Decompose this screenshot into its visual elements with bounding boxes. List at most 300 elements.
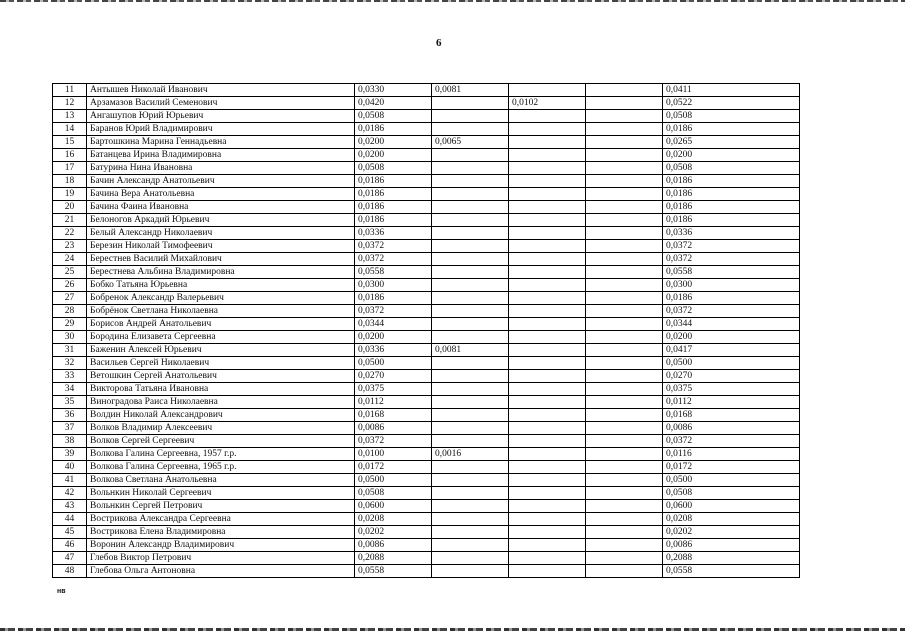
share-value-cell: 0,0172 [355,461,432,474]
table-row [53,422,800,435]
person-name-cell: Воронин Александр Владимирович [87,539,355,552]
additional-share-c-cell [586,123,663,136]
row-number-cell: 47 [53,552,87,565]
total-share-cell: 0,0372 [663,253,800,266]
additional-share-a-cell [432,175,509,188]
person-name-cell: Глебов Виктор Петрович [87,552,355,565]
additional-share-a-cell [432,253,509,266]
total-share-cell: 0,0202 [663,526,800,539]
share-value-cell: 0,0200 [355,136,432,149]
row-number-cell: 31 [53,344,87,357]
table-row [53,214,800,227]
table-row [53,162,800,175]
share-value-cell: 0,0500 [355,474,432,487]
person-name-cell: Викторова Татьяна Ивановна [87,383,355,396]
person-name-cell: Глебова Ольга Антоновна [87,565,355,578]
total-share-cell: 0,0208 [663,513,800,526]
share-value-cell: 0,0208 [355,513,432,526]
person-name-cell: Белый Александр Николаевич [87,227,355,240]
additional-share-b-cell [509,266,586,279]
table-row [53,97,800,110]
additional-share-b-cell [509,422,586,435]
row-number-cell: 18 [53,175,87,188]
total-share-cell: 0,0186 [663,201,800,214]
share-value-cell: 0,0508 [355,162,432,175]
share-value-cell: 0,0600 [355,500,432,513]
person-name-cell: Бачин Александр Анатольевич [87,175,355,188]
additional-share-a-cell [432,97,509,110]
table-row [53,383,800,396]
additional-share-c-cell [586,305,663,318]
additional-share-c-cell [586,344,663,357]
share-value-cell: 0,0508 [355,110,432,123]
row-number-cell: 22 [53,227,87,240]
person-name-cell: Бачина Фаина Ивановна [87,201,355,214]
total-share-cell: 0,0508 [663,110,800,123]
row-number-cell: 11 [53,84,87,97]
row-number-cell: 13 [53,110,87,123]
scan-bottom-edge [0,628,905,631]
additional-share-a-cell [432,409,509,422]
total-share-cell: 0,0372 [663,435,800,448]
additional-share-b-cell [509,292,586,305]
additional-share-a-cell [432,162,509,175]
additional-share-a-cell [432,123,509,136]
person-name-cell: Бобко Татьяна Юрьевна [87,279,355,292]
person-name-cell: Волкова Светлана Анатольевна [87,474,355,487]
row-number-cell: 32 [53,357,87,370]
additional-share-b-cell [509,214,586,227]
total-share-cell: 0,0558 [663,266,800,279]
additional-share-a-cell [432,552,509,565]
share-value-cell: 0,0168 [355,409,432,422]
share-value-cell: 0,0508 [355,487,432,500]
table-row [53,240,800,253]
table-row [53,305,800,318]
total-share-cell: 0,0508 [663,162,800,175]
additional-share-b-cell [509,201,586,214]
row-number-cell: 36 [53,409,87,422]
additional-share-a-cell [432,266,509,279]
total-share-cell: 0,0265 [663,136,800,149]
share-value-cell: 0,2088 [355,552,432,565]
row-number-cell: 33 [53,370,87,383]
table-row [53,474,800,487]
person-name-cell: Ангашупов Юрий Юрьевич [87,110,355,123]
total-share-cell: 0,0086 [663,422,800,435]
table-row [53,370,800,383]
table-row [53,448,800,461]
additional-share-a-cell: 0,0065 [432,136,509,149]
additional-share-a-cell [432,396,509,409]
table-row [53,487,800,500]
total-share-cell: 0,0558 [663,565,800,578]
additional-share-a-cell: 0,0081 [432,344,509,357]
share-value-cell: 0,0372 [355,305,432,318]
row-number-cell: 14 [53,123,87,136]
additional-share-c-cell [586,448,663,461]
total-share-cell: 0,0417 [663,344,800,357]
additional-share-b-cell [509,136,586,149]
person-name-cell: Арзамазов Василий Семенович [87,97,355,110]
additional-share-c-cell [586,253,663,266]
additional-share-c-cell [586,500,663,513]
share-value-cell: 0,0186 [355,214,432,227]
additional-share-b-cell [509,162,586,175]
total-share-cell: 0,0500 [663,474,800,487]
table-row [53,409,800,422]
table-row [53,110,800,123]
additional-share-b-cell [509,461,586,474]
additional-share-b-cell [509,123,586,136]
total-share-cell: 0,0411 [663,84,800,97]
person-name-cell: Бобренок Александр Валерьевич [87,292,355,305]
footer-mark: нв [57,588,66,595]
additional-share-a-cell [432,331,509,344]
table-row [53,435,800,448]
additional-share-c-cell [586,240,663,253]
additional-share-b-cell [509,396,586,409]
additional-share-b-cell [509,188,586,201]
total-share-cell: 0,2088 [663,552,800,565]
person-name-cell: Батурина Нина Ивановна [87,162,355,175]
person-name-cell: Бартошкина Марина Геннадьевна [87,136,355,149]
additional-share-b-cell [509,383,586,396]
additional-share-a-cell [432,214,509,227]
share-value-cell: 0,0086 [355,539,432,552]
additional-share-c-cell [586,214,663,227]
additional-share-c-cell [586,513,663,526]
additional-share-a-cell [432,461,509,474]
total-share-cell: 0,0372 [663,305,800,318]
total-share-cell: 0,0200 [663,331,800,344]
row-number-cell: 34 [53,383,87,396]
additional-share-c-cell [586,318,663,331]
total-share-cell: 0,0172 [663,461,800,474]
additional-share-c-cell [586,396,663,409]
additional-share-c-cell [586,162,663,175]
additional-share-c-cell [586,136,663,149]
table-row [53,461,800,474]
table-row [53,227,800,240]
share-value-cell: 0,0375 [355,383,432,396]
additional-share-a-cell [432,188,509,201]
total-share-cell: 0,0500 [663,357,800,370]
person-name-cell: Борисов Андрей Анатольевич [87,318,355,331]
table-row [53,500,800,513]
additional-share-b-cell [509,526,586,539]
table-row [53,175,800,188]
additional-share-b-cell [509,500,586,513]
share-value-cell: 0,0330 [355,84,432,97]
additional-share-c-cell [586,422,663,435]
additional-share-b-cell [509,149,586,162]
total-share-cell: 0,0186 [663,188,800,201]
row-number-cell: 38 [53,435,87,448]
row-number-cell: 25 [53,266,87,279]
total-share-cell: 0,0186 [663,175,800,188]
share-value-cell: 0,0100 [355,448,432,461]
row-number-cell: 43 [53,500,87,513]
additional-share-c-cell [586,201,663,214]
additional-share-c-cell [586,227,663,240]
row-number-cell: 23 [53,240,87,253]
share-value-cell: 0,0112 [355,396,432,409]
additional-share-b-cell [509,552,586,565]
additional-share-b-cell [509,240,586,253]
additional-share-c-cell [586,487,663,500]
additional-share-b-cell [509,370,586,383]
row-number-cell: 16 [53,149,87,162]
share-value-cell: 0,0186 [355,188,432,201]
additional-share-a-cell [432,318,509,331]
table-row [53,539,800,552]
row-number-cell: 26 [53,279,87,292]
row-number-cell: 46 [53,539,87,552]
person-name-cell: Вострикова Елена Владимировна [87,526,355,539]
table-row [53,526,800,539]
row-number-cell: 17 [53,162,87,175]
additional-share-c-cell [586,357,663,370]
additional-share-b-cell [509,253,586,266]
additional-share-c-cell [586,409,663,422]
shareholder-table [52,83,800,578]
person-name-cell: Баранов Юрий Владимирович [87,123,355,136]
additional-share-c-cell [586,188,663,201]
additional-share-c-cell [586,383,663,396]
row-number-cell: 12 [53,97,87,110]
scan-top-edge [0,0,905,2]
person-name-cell: Бобрёнок Светлана Николаевна [87,305,355,318]
additional-share-b-cell [509,448,586,461]
table-row [53,84,800,97]
additional-share-a-cell [432,357,509,370]
additional-share-b-cell [509,565,586,578]
row-number-cell: 35 [53,396,87,409]
additional-share-b-cell [509,513,586,526]
total-share-cell: 0,0372 [663,240,800,253]
additional-share-b-cell [509,435,586,448]
additional-share-a-cell [432,279,509,292]
share-value-cell: 0,0372 [355,435,432,448]
row-number-cell: 20 [53,201,87,214]
table-row [53,331,800,344]
person-name-cell: Белоногов Аркадий Юрьевич [87,214,355,227]
additional-share-b-cell [509,227,586,240]
additional-share-c-cell [586,266,663,279]
row-number-cell: 24 [53,253,87,266]
total-share-cell: 0,0200 [663,149,800,162]
total-share-cell: 0,0375 [663,383,800,396]
row-number-cell: 39 [53,448,87,461]
additional-share-c-cell [586,565,663,578]
share-value-cell: 0,0202 [355,526,432,539]
person-name-cell: Бачина Вера Анатольевна [87,188,355,201]
additional-share-c-cell [586,474,663,487]
share-value-cell: 0,0300 [355,279,432,292]
person-name-cell: Вострикова Александра Сергеевна [87,513,355,526]
additional-share-a-cell [432,227,509,240]
table-row [53,188,800,201]
row-number-cell: 21 [53,214,87,227]
table-row [53,253,800,266]
total-share-cell: 0,0186 [663,214,800,227]
additional-share-b-cell [509,357,586,370]
total-share-cell: 0,0116 [663,448,800,461]
share-value-cell: 0,0186 [355,292,432,305]
table-row [53,344,800,357]
additional-share-a-cell [432,370,509,383]
total-share-cell: 0,0086 [663,539,800,552]
additional-share-a-cell [432,110,509,123]
person-name-cell: Баженин Алексей Юрьевич [87,344,355,357]
person-name-cell: Вольнкин Николай Сергеевич [87,487,355,500]
share-value-cell: 0,0336 [355,227,432,240]
table-row [53,149,800,162]
share-value-cell: 0,0186 [355,175,432,188]
additional-share-b-cell [509,305,586,318]
additional-share-c-cell [586,292,663,305]
additional-share-a-cell [432,149,509,162]
additional-share-c-cell [586,526,663,539]
person-name-cell: Васильев Сергей Николаевич [87,357,355,370]
additional-share-a-cell [432,240,509,253]
additional-share-c-cell [586,461,663,474]
additional-share-b-cell [509,539,586,552]
share-value-cell: 0,0558 [355,565,432,578]
row-number-cell: 27 [53,292,87,305]
total-share-cell: 0,0186 [663,123,800,136]
additional-share-c-cell [586,539,663,552]
table-row [53,552,800,565]
total-share-cell: 0,0508 [663,487,800,500]
additional-share-b-cell [509,110,586,123]
row-number-cell: 44 [53,513,87,526]
additional-share-a-cell [432,539,509,552]
row-number-cell: 40 [53,461,87,474]
additional-share-b-cell [509,279,586,292]
person-name-cell: Бородина Елизавета Сергеевна [87,331,355,344]
row-number-cell: 28 [53,305,87,318]
total-share-cell: 0,0168 [663,409,800,422]
table-row [53,136,800,149]
row-number-cell: 29 [53,318,87,331]
total-share-cell: 0,0522 [663,97,800,110]
total-share-cell: 0,0270 [663,370,800,383]
row-number-cell: 15 [53,136,87,149]
row-number-cell: 41 [53,474,87,487]
person-name-cell: Волков Сергей Сергеевич [87,435,355,448]
person-name-cell: Батанцева Ирина Владимировна [87,149,355,162]
additional-share-c-cell [586,370,663,383]
additional-share-b-cell [509,84,586,97]
share-value-cell: 0,0558 [355,266,432,279]
total-share-cell: 0,0186 [663,292,800,305]
table-row [53,123,800,136]
additional-share-a-cell [432,526,509,539]
table-row [53,266,800,279]
row-number-cell: 37 [53,422,87,435]
share-value-cell: 0,0186 [355,123,432,136]
share-value-cell: 0,0344 [355,318,432,331]
additional-share-c-cell [586,110,663,123]
additional-share-a-cell: 0,0016 [432,448,509,461]
table-row [53,357,800,370]
share-value-cell: 0,0270 [355,370,432,383]
additional-share-b-cell [509,344,586,357]
share-value-cell: 0,0372 [355,240,432,253]
additional-share-a-cell [432,513,509,526]
total-share-cell: 0,0300 [663,279,800,292]
additional-share-a-cell [432,292,509,305]
additional-share-c-cell [586,84,663,97]
additional-share-b-cell: 0,0102 [509,97,586,110]
table-row [53,292,800,305]
row-number-cell: 48 [53,565,87,578]
total-share-cell: 0,0600 [663,500,800,513]
additional-share-a-cell [432,201,509,214]
additional-share-b-cell [509,331,586,344]
share-value-cell: 0,0372 [355,253,432,266]
additional-share-a-cell [432,422,509,435]
additional-share-b-cell [509,474,586,487]
table-row [53,513,800,526]
total-share-cell: 0,0112 [663,396,800,409]
share-value-cell: 0,0186 [355,201,432,214]
person-name-cell: Антышев Николай Иванович [87,84,355,97]
additional-share-a-cell [432,500,509,513]
person-name-cell: Волкова Галина Сергеевна, 1957 г.р. [87,448,355,461]
person-name-cell: Березин Николай Тимофеевич [87,240,355,253]
person-name-cell: Волкова Галина Сергеевна, 1965 г.р. [87,461,355,474]
additional-share-c-cell [586,149,663,162]
additional-share-c-cell [586,552,663,565]
table-row [53,396,800,409]
additional-share-c-cell [586,175,663,188]
additional-share-c-cell [586,331,663,344]
table-row [53,318,800,331]
person-name-cell: Волдин Николай Александрович [87,409,355,422]
additional-share-a-cell [432,435,509,448]
person-name-cell: Вольнкин Сергей Петрович [87,500,355,513]
additional-share-b-cell [509,318,586,331]
additional-share-a-cell [432,565,509,578]
person-name-cell: Ветошкин Сергей Анатольевич [87,370,355,383]
additional-share-c-cell [586,279,663,292]
share-value-cell: 0,0420 [355,97,432,110]
table-row [53,279,800,292]
total-share-cell: 0,0344 [663,318,800,331]
additional-share-c-cell [586,97,663,110]
additional-share-a-cell [432,487,509,500]
row-number-cell: 45 [53,526,87,539]
share-value-cell: 0,0336 [355,344,432,357]
person-name-cell: Волков Владимир Алексеевич [87,422,355,435]
table-row [53,565,800,578]
additional-share-a-cell [432,383,509,396]
row-number-cell: 42 [53,487,87,500]
row-number-cell: 30 [53,331,87,344]
person-name-cell: Виноградова Раиса Николаевна [87,396,355,409]
additional-share-b-cell [509,409,586,422]
additional-share-b-cell [509,175,586,188]
person-name-cell: Берестнев Василий Михайлович [87,253,355,266]
share-value-cell: 0,0500 [355,357,432,370]
additional-share-a-cell: 0,0081 [432,84,509,97]
share-value-cell: 0,0086 [355,422,432,435]
additional-share-a-cell [432,305,509,318]
additional-share-b-cell [509,487,586,500]
